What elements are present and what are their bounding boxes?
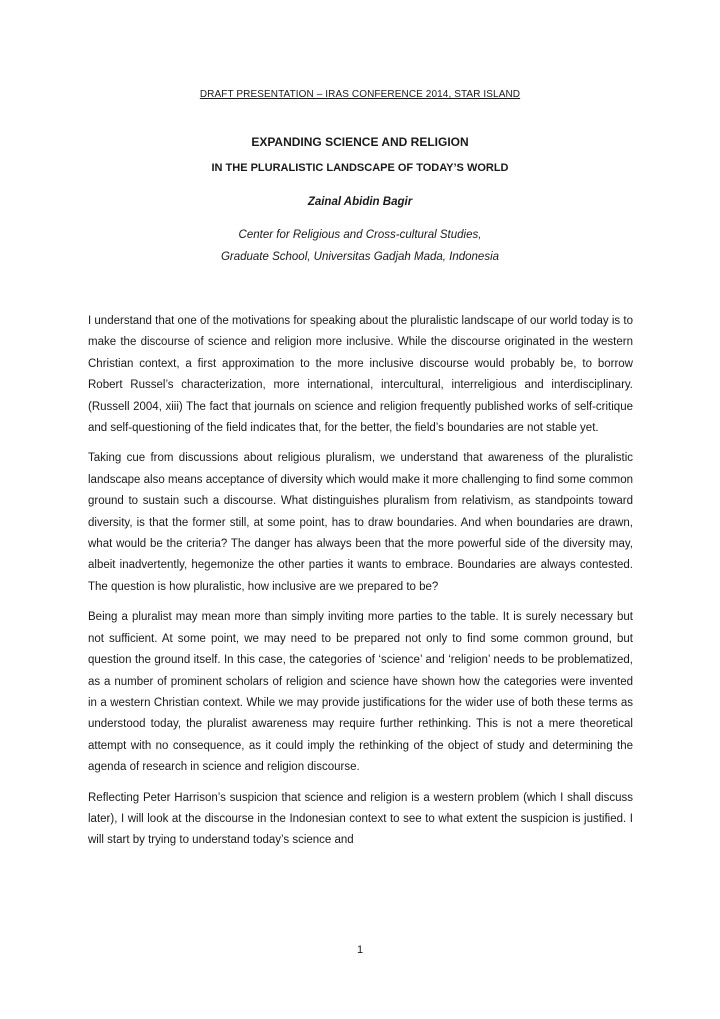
page-number: 1 [356, 944, 364, 956]
title-line-1: EXPANDING SCIENCE AND RELIGION [251, 135, 469, 149]
body-text [88, 311, 633, 861]
paragraph-1: I understand that one of the motivations for speaking about the pluralistic landscape of our world today is to make the discourse of science and religion more inclusive. While the discourse originated in the western Christian context, a first approximation to the more inclusive discourse would probably be, to borrow Robert Russel’s characterization, more international, intercultural, interreligious and interdisciplinary. (Russell 2004, xiii) The fact that journals on science and religion frequently published works of self-critique and self-questioning of the field indicates that, for the better, the field’s boundaries are not stable yet. [88, 315, 633, 435]
paragraph-2: Taking cue from discussions about religious pluralism, we understand that awareness of the pluralistic landscape also means acceptance of diversity which would make it more challenging to find some common ground to sustain such a discourse. What distinguishes pluralism from relativism, as standpoints toward diversity, is that the former still, at some point, has to draw boundaries. And when boundaries are drawn, what would be the criteria? The danger has always been that the more powerful side of the diversity may, albeit inadvertently, hegemonize the other parties it wants to embrace. Boundaries are always contested. The question is how pluralistic, how inclusive are we prepared to be? [88, 452, 633, 593]
title-line-2: IN THE PLURALISTIC LANDSCAPE OF TODAY’S WORLD [211, 162, 509, 174]
affiliation-line-1: Center for Religious and Cross-cultural Studies, [238, 229, 482, 241]
paragraph-4: Reflecting Peter Harrison’s suspicion that science and religion is a western problem (which I shall discuss later), I will look at the discourse in the Indonesian context to see to what extent the suspicion is justified. I will start by trying to understand today’s science and [88, 791, 633, 847]
paragraph-3: Being a pluralist may mean more than simply inviting more parties to the table. It is surely necessary but not sufficient. At some point, we may need to be prepared not only to find some common ground, but question the ground itself. In this case, the categories of ‘science’ and ‘religion’ needs to be problematized, as a number of prominent scholars of religion and science have shown how the categories were invented in a western Christian context. While we may provide justifications for the wider use of both these terms as understood today, the pluralist awareness may require further rethinking. This is not a mere theoretical attempt with no consequence, as it could imply the rethinking of the object of study and determining the agenda of research in science and religion discourse. [88, 611, 633, 774]
author-name: Zainal Abidin Bagir [307, 196, 413, 208]
affiliation-line-2: Graduate School, Universitas Gadjah Mada, Indonesia [220, 251, 500, 263]
running-header: DRAFT PRESENTATION – IRAS CONFERENCE 2014, STAR ISLAND [199, 89, 521, 100]
